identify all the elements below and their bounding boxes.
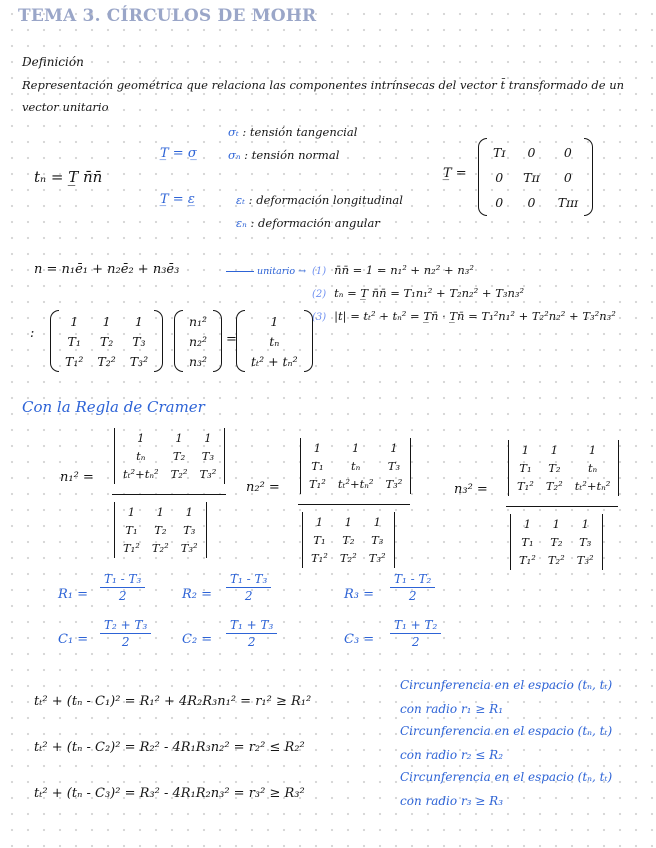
circle-2-radius-note: con radio r₂ ≤ R₂	[400, 748, 504, 762]
det-cell: T₁²	[519, 553, 536, 567]
n3-fraction-line	[506, 506, 618, 507]
det-cell: 1	[552, 517, 560, 531]
matrix-cell: T₃	[132, 333, 146, 349]
r2-denominator: 2	[244, 589, 253, 603]
det-cell: 1	[315, 515, 324, 529]
det-bar-right	[394, 512, 395, 568]
det-cell: T₃	[371, 533, 384, 547]
det-cell: 1	[521, 443, 530, 457]
det-cell: T₂	[154, 523, 167, 537]
det-bar-right	[410, 438, 411, 494]
tensor-T-label: T̲ =	[443, 166, 467, 181]
det-cells	[115, 502, 206, 558]
matrix-cell: 1	[102, 313, 111, 329]
matrix-cell: T₃²	[129, 353, 149, 369]
det-cell: 1	[550, 443, 558, 457]
matrix-cell: T₂²	[97, 353, 116, 369]
matrix-cell: T₁	[67, 333, 81, 349]
det-cell: T₂²	[151, 541, 169, 555]
r1-denominator: 2	[118, 589, 127, 603]
det-cell: T₁²	[311, 551, 328, 565]
det-cell: T₃²	[385, 477, 403, 491]
unit-arrow	[226, 266, 306, 277]
det-cell: tₙ	[587, 461, 598, 475]
det-cell: T₃²	[180, 541, 198, 555]
det-cell: 1	[373, 515, 381, 529]
c1-denominator: 2	[121, 635, 130, 649]
det-cell: T₂	[342, 533, 355, 547]
sigma-t-label: : tensión tangencial	[242, 125, 358, 139]
det-cell: T₁	[521, 535, 534, 549]
matrix-cell: 0	[495, 169, 504, 185]
matrix-cells	[487, 142, 584, 213]
c2-denominator: 2	[247, 635, 256, 649]
det-cell: T₂²	[547, 553, 565, 567]
coefficient-matrix	[50, 310, 163, 372]
eq-1	[312, 263, 474, 277]
eq-text: |t| = tₜ² + tₙ² = T̲n̄ · T̲n̄ = T₁²n₁² + T₂²n₂² + T₃²n₃²	[334, 309, 616, 323]
r2-label: R₂ =	[182, 587, 213, 602]
matrix-cell: 1	[134, 313, 143, 329]
n-vector-formula: n = n₁ē₁ + n₂ē₂ + n₃ē₃	[34, 262, 180, 277]
definition-text: Representación geométrica que relaciona las componentes intrínsecas del vector t̄ transformado de un vector unitario	[22, 78, 625, 114]
det-cell: T₃	[201, 449, 215, 463]
det-cell: 1	[390, 441, 398, 455]
sigma-n-label: : tensión normal	[244, 148, 340, 162]
det-cell: tₙ	[351, 459, 361, 473]
matrix-cell: 1	[70, 313, 79, 329]
vector-right-paren	[304, 310, 313, 372]
det-cells	[303, 512, 394, 568]
vector-cell: n₃²	[189, 353, 208, 369]
sigma-t-symbol: σₜ	[228, 125, 239, 139]
matrix-cell: Tɪ	[493, 144, 506, 160]
det-cell: T₁	[311, 459, 324, 473]
sigma-n-symbol: σₙ	[228, 148, 241, 162]
stress-tensor-eq: T̲ = σ̲	[160, 146, 197, 161]
matrix-right-paren	[154, 310, 163, 372]
det-cell: tₜ²+tₙ²	[337, 477, 374, 491]
c3-denominator: 2	[411, 635, 420, 649]
tensor-T-matrix	[478, 138, 593, 216]
det-cell: T₁	[519, 461, 532, 475]
matrix-cell: 0	[527, 194, 536, 210]
n2-label: n₂² =	[246, 480, 280, 495]
c1-fraction	[100, 618, 151, 649]
definition-heading: Definición	[22, 55, 84, 69]
det-cell: T₃	[387, 459, 401, 473]
matrix-cell: 0	[563, 169, 572, 185]
vector-left-paren	[236, 310, 245, 372]
det-cell: tₜ²+tₙ²	[123, 467, 159, 481]
det-bar-right	[224, 428, 225, 484]
n1-numerator-det	[114, 428, 225, 484]
matrix-right-paren	[584, 138, 593, 216]
vector-right-paren	[213, 310, 222, 372]
det-cell: 1	[137, 431, 145, 445]
circle-3-equation: tₜ² + (tₙ - C₃)² = R₃² - 4R₁R₂n₃² = r₃² ≥ R₃²	[34, 786, 305, 801]
vector-cells	[245, 311, 304, 372]
r2-fraction	[226, 572, 271, 603]
det-bar-right	[618, 440, 619, 496]
det-cell: T₃	[183, 523, 196, 537]
sigma-t-row	[228, 125, 357, 139]
vector-cell: n₁²	[189, 313, 208, 329]
vector-left-paren	[174, 310, 183, 372]
rhs-vector	[236, 310, 313, 372]
eps-t-row	[236, 193, 403, 207]
n2-numerator-det	[300, 438, 411, 494]
det-cells	[301, 438, 410, 494]
det-cell: 1	[581, 517, 589, 531]
arrow-shaft	[226, 271, 254, 272]
c3-label: C₃ =	[344, 632, 375, 647]
eps-n-row	[236, 216, 380, 230]
det-cell: T₁	[313, 533, 326, 547]
r3-fraction	[390, 572, 435, 603]
matrix-cell: 0	[527, 144, 536, 160]
eps-t-symbol: εₜ	[236, 193, 246, 207]
eq-number: (2)	[312, 289, 327, 300]
matrix-left-paren	[50, 310, 59, 372]
eq-number: (1)	[312, 266, 327, 277]
n2-fraction-line	[298, 504, 410, 505]
det-cell: T₁²	[309, 477, 326, 491]
eq-text: tₙ = T̲ n̄n̄ = T₁n₁² + T₂n₂² + T₃n₃²	[334, 286, 525, 300]
cramer-heading: Con la Regla de Cramer	[22, 398, 205, 416]
vector-cell: n₂²	[189, 333, 208, 349]
eq-2	[312, 286, 524, 300]
c2-label: C₂ =	[182, 632, 213, 647]
det-cells	[115, 428, 224, 484]
det-cells	[509, 440, 618, 496]
r3-numerator: T₁ - T₂	[390, 572, 435, 588]
eps-t-label: : deformación longitudinal	[248, 193, 403, 207]
page-title: TEMA 3. CÍRCULOS DE MOHR	[18, 6, 317, 26]
matrix-cell: Tɪɪɪ	[557, 194, 579, 210]
r3-denominator: 2	[408, 589, 417, 603]
eps-n-label: : deformación angular	[250, 216, 380, 230]
r1-numerator: T₁ - T₃	[100, 572, 145, 588]
circle-1-equation: tₜ² + (tₙ - C₁)² = R₁² + 4R₂R₃n₁² = r₁² ≥ R₁²	[34, 694, 312, 709]
det-cell: T₂	[550, 535, 563, 549]
c1-label: C₁ =	[58, 632, 89, 647]
det-cell: T₃	[579, 535, 592, 549]
eq-3	[312, 309, 616, 323]
circle-1-radius-note: con radio r₁ ≥ R₁	[400, 702, 504, 716]
n3-numerator-det	[508, 440, 619, 496]
c1-numerator: T₂ + T₃	[100, 618, 151, 634]
system-prefix: :	[30, 326, 35, 341]
n1-label: n₁² =	[60, 470, 94, 485]
vector-cells	[183, 311, 213, 372]
tn-formula: tₙ = T̲ n̄n̄	[34, 168, 103, 186]
n2-denominator-det	[302, 512, 395, 568]
det-cell: T₂²	[339, 551, 357, 565]
circle-3-radius-note: con radio r₃ ≥ R₃	[400, 794, 504, 808]
matrix-cell: T₂	[99, 333, 114, 349]
det-cell: 1	[175, 431, 183, 445]
matrix-cell: 0	[495, 194, 504, 210]
n1-denominator-det	[114, 502, 207, 558]
det-bar-right	[206, 502, 207, 558]
det-cell: T₁²	[517, 479, 534, 493]
eq-number: (3)	[312, 312, 327, 323]
det-cell: T₂	[548, 461, 561, 475]
system-equals: =	[226, 332, 237, 347]
unknown-vector	[174, 310, 222, 372]
det-cell: 1	[204, 431, 212, 445]
det-cell: tₙ	[136, 449, 146, 463]
circle-2-equation: tₜ² + (tₙ - C₂)² = R₂² - 4R₁R₃n₂² = r₂² ≤ R₂²	[34, 740, 305, 755]
det-cell: T₂	[172, 449, 186, 463]
unit-arrow-label: unitario	[257, 266, 296, 277]
matrix-cell: Tɪɪ	[523, 169, 540, 185]
r2-numerator: T₁ - T₃	[226, 572, 271, 588]
det-cells	[511, 514, 602, 570]
n3-label: n₃² =	[454, 482, 488, 497]
det-cell: 1	[352, 441, 360, 455]
det-cell: tₜ²+tₙ²	[574, 479, 611, 493]
r3-label: R₃ =	[344, 587, 375, 602]
vector-cell: 1	[270, 313, 279, 329]
matrix-cell: T₁²	[65, 353, 84, 369]
det-cell: 1	[313, 441, 322, 455]
eq-text: n̄n̄ = 1 = n₁² + n₂² + n₃²	[334, 263, 474, 277]
vector-cell: tₜ² + tₙ²	[251, 353, 298, 369]
n1-fraction-line	[112, 494, 226, 495]
eps-n-symbol: εₙ	[236, 216, 247, 230]
det-cell: T₁²	[123, 541, 140, 555]
circle-1-note: Circunferencia en el espacio (tₙ, tₜ)	[400, 678, 613, 692]
det-cell: T₁	[125, 523, 138, 537]
sigma-n-row	[228, 148, 339, 162]
det-cell: T₂²	[170, 467, 188, 481]
r1-fraction	[100, 572, 145, 603]
det-cell: T₃²	[368, 551, 386, 565]
det-cell: 1	[156, 505, 164, 519]
matrix-cells	[59, 311, 154, 372]
det-cell: T₃²	[576, 553, 594, 567]
det-bar-right	[602, 514, 603, 570]
matrix-left-paren	[478, 138, 487, 216]
vector-cell: tₙ	[269, 333, 280, 349]
r1-label: R₁ =	[58, 587, 89, 602]
c3-numerator: T₁ + T₂	[390, 618, 441, 634]
circle-3-note: Circunferencia en el espacio (tₙ, tₜ)	[400, 770, 613, 784]
det-cell: 1	[127, 505, 136, 519]
circle-2-note: Circunferencia en el espacio (tₙ, tₜ)	[400, 724, 613, 738]
c2-fraction	[226, 618, 277, 649]
n3-denominator-det	[510, 514, 603, 570]
c3-fraction	[390, 618, 441, 649]
c2-numerator: T₁ + T₃	[226, 618, 277, 634]
det-cell: T₃²	[199, 467, 217, 481]
det-cell: 1	[344, 515, 352, 529]
det-cell: 1	[588, 443, 597, 457]
det-cell: 1	[185, 505, 193, 519]
strain-tensor-eq: T̲ = ε̲	[160, 192, 195, 207]
matrix-cell: 0	[563, 144, 572, 160]
det-cell: 1	[523, 517, 532, 531]
det-cell: T₂²	[545, 479, 563, 493]
arrow-head-icon: →	[298, 266, 307, 277]
